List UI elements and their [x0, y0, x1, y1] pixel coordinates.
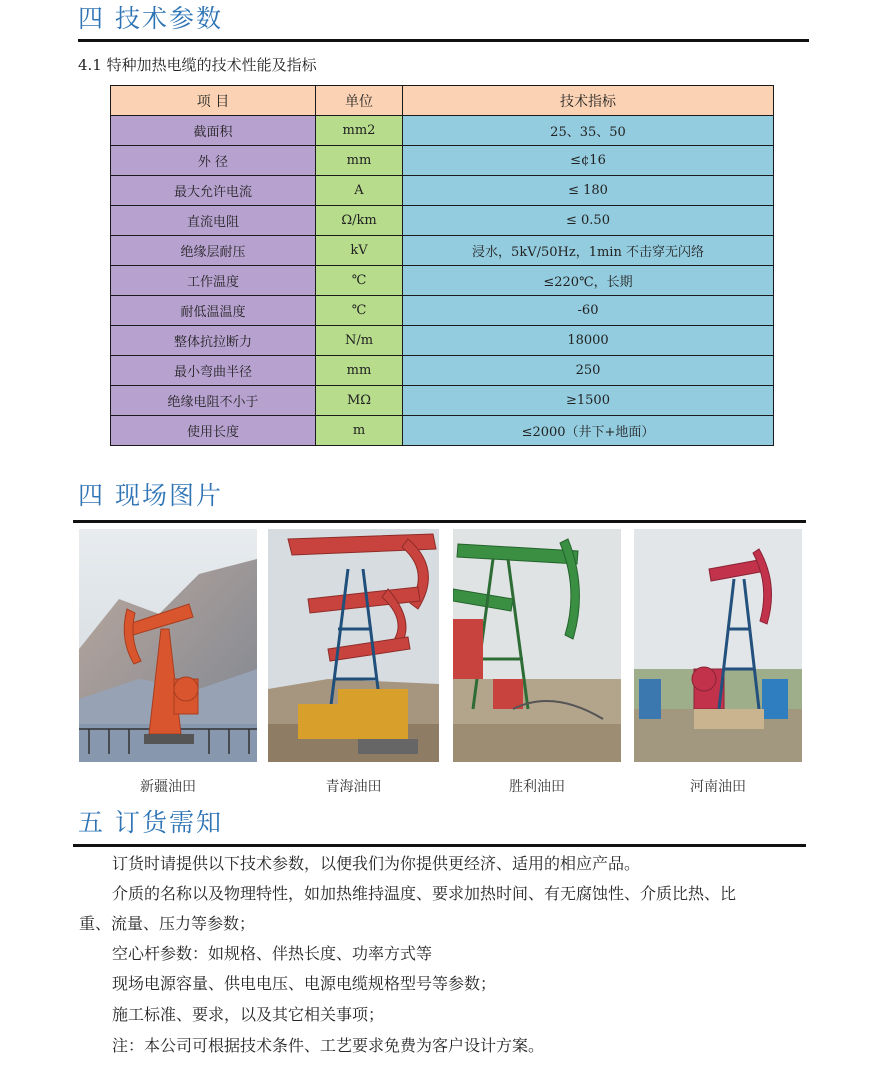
- cell-unit: m: [316, 416, 403, 446]
- paragraph: 介质的名称以及物理特性，如加热维持温度、要求加热时间、有无腐蚀性、介质比热、比: [112, 884, 737, 903]
- photo-henan-oilfield: [634, 529, 802, 762]
- cell-unit: mm: [316, 356, 403, 386]
- header-cell-unit: 单位: [316, 86, 403, 116]
- table-row: [111, 416, 774, 446]
- cell-spec: ≤¢16: [403, 146, 774, 176]
- cell-item: 截面积: [111, 116, 316, 146]
- cell-item: 外 径: [111, 146, 316, 176]
- cell-spec: 250: [403, 356, 774, 386]
- section-divider: [73, 844, 806, 847]
- section-title-ordering: 五 订货需知: [78, 808, 223, 837]
- cell-item: 最大允许电流: [111, 176, 316, 206]
- cell-item: 直流电阻: [111, 206, 316, 236]
- table-row: [111, 176, 774, 206]
- cell-spec: ≤220℃，长期: [403, 266, 774, 296]
- cell-item: 绝缘层耐压: [111, 236, 316, 266]
- section-divider: [73, 520, 806, 523]
- table-header-row: [111, 86, 774, 116]
- header-cell-item: 项 目: [111, 86, 316, 116]
- table-row: [111, 206, 774, 236]
- paragraph: 重、流量、压力等参数；: [79, 914, 256, 933]
- cell-item: 使用长度: [111, 416, 316, 446]
- photo-qinghai-oilfield: [268, 529, 439, 762]
- cell-unit: mm: [316, 146, 403, 176]
- photo-caption: 新疆油田: [140, 779, 196, 795]
- cell-unit: kV: [316, 236, 403, 266]
- cell-unit: N/m: [316, 326, 403, 356]
- table-row: [111, 266, 774, 296]
- cell-spec: ≤2000（井下+地面）: [403, 416, 774, 446]
- paragraph: 注：本公司可根据技术条件、工艺要求免费为客户设计方案。: [112, 1036, 545, 1055]
- cell-spec: 浸水，5kV/50Hz，1min 不击穿无闪络: [403, 236, 774, 266]
- photo-caption: 胜利油田: [509, 779, 565, 795]
- cell-spec: 18000: [403, 326, 774, 356]
- photo-xinjiang-oilfield: [79, 529, 257, 762]
- cell-spec: 25、35、50: [403, 116, 774, 146]
- paragraph: 现场电源容量、供电电压、电源电缆规格型号等参数；: [112, 974, 497, 993]
- paragraph: 空心杆参数：如规格、伴热长度、功率方式等: [112, 944, 433, 963]
- section-title-tech-params: 四 技术参数: [78, 4, 223, 33]
- header-cell-spec: 技术指标: [403, 86, 774, 116]
- cell-unit: MΩ: [316, 386, 403, 416]
- cell-spec: ≤ 180: [403, 176, 774, 206]
- cell-unit: mm2: [316, 116, 403, 146]
- table-row: [111, 326, 774, 356]
- cell-unit: ℃: [316, 296, 403, 326]
- spec-table: [110, 85, 774, 446]
- paragraph: 施工标准、要求，以及其它相关事项；: [112, 1005, 385, 1024]
- table-row: [111, 146, 774, 176]
- photo-shengli-oilfield: [453, 529, 621, 762]
- cell-spec: ≥1500: [403, 386, 774, 416]
- table-row: [111, 236, 774, 266]
- photo-caption: 河南油田: [690, 779, 746, 795]
- section-title-site-photos: 四 现场图片: [78, 481, 223, 510]
- cell-spec: ≤ 0.50: [403, 206, 774, 236]
- cell-item: 绝缘电阻不小于: [111, 386, 316, 416]
- cell-unit: ℃: [316, 266, 403, 296]
- table-caption: 4.1 特种加热电缆的技术性能及指标: [78, 56, 317, 74]
- table-row: [111, 356, 774, 386]
- cell-unit: A: [316, 176, 403, 206]
- section-divider: [78, 39, 809, 42]
- cell-item: 最小弯曲半径: [111, 356, 316, 386]
- table-row: [111, 116, 774, 146]
- photo-caption: 青海油田: [325, 779, 382, 795]
- table-row: [111, 296, 774, 326]
- cell-item: 整体抗拉断力: [111, 326, 316, 356]
- cell-unit: Ω/km: [316, 206, 403, 236]
- cell-spec: -60: [403, 296, 774, 326]
- cell-item: 工作温度: [111, 266, 316, 296]
- cell-item: 耐低温温度: [111, 296, 316, 326]
- table-row: [111, 386, 774, 416]
- paragraph: 订货时请提供以下技术参数，以便我们为你提供更经济、适用的相应产品。: [112, 854, 641, 873]
